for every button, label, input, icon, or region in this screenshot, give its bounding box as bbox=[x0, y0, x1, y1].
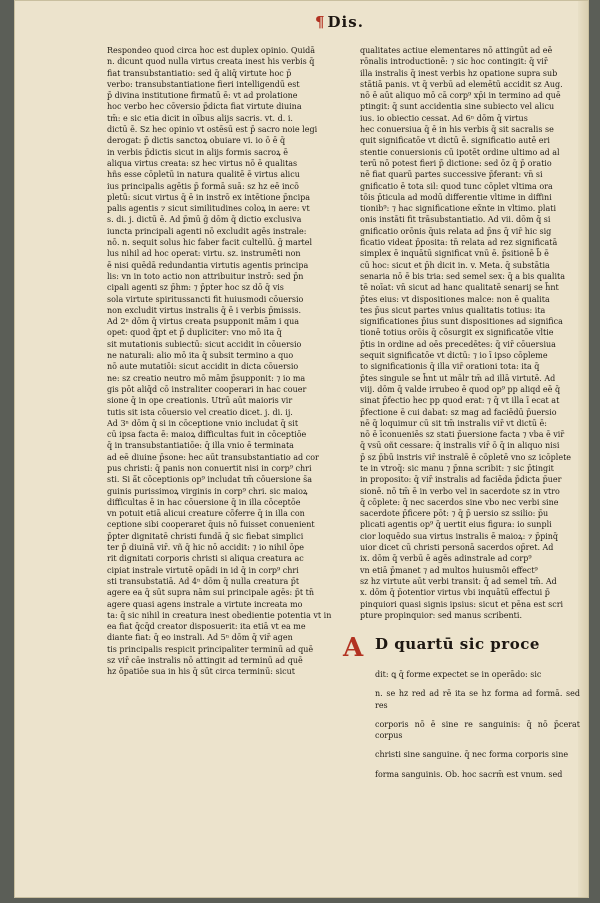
right-column-line: p̄fectione ē cui dabat: sz mag ad faciēdū p̄uersio bbox=[360, 407, 557, 417]
section-heading: D quartū sic proce bbox=[375, 635, 540, 653]
right-column-line: pinquiori quasi signis ipsius: sicut et pēna est scri bbox=[360, 599, 564, 609]
right-column-line: tes p̄us sicut partes vnius qualitatis totius: ita bbox=[360, 305, 546, 315]
left-column-line: verbo: transubstantiatione fieri intelligendū est bbox=[107, 79, 300, 89]
left-column-line: derogat: p̄ dictis sanctoꝝ obuiare vi. io ō ē q̄ bbox=[107, 136, 286, 146]
right-column-line: ius. io obiectio cessat. Ad 6ⁿ dōm q̄ virtus bbox=[360, 113, 528, 123]
left-column-line: lis: vn in toto actio non attribuitur instrō: sed p̄n bbox=[107, 271, 304, 281]
right-column-line: cior loquēdo sua virtus instralis ē maioꝝ: ⁊ p̄pinq̄ bbox=[360, 531, 559, 541]
left-column-line: ad eē diuine p̄sone: hec aūt transubstantiatio ad cor bbox=[107, 452, 319, 462]
right-column-line: rōnalis introductionē: ⁊ sic hoc contingit: q̄ vir̄ bbox=[360, 57, 548, 67]
left-column-line: hz ōpatiōe sua in his q̄ sūt circa terminū: sicut bbox=[107, 667, 295, 677]
right-column-line: sz hz virtute aūt verbi transit: q̄ ad semel tm̄. Ad bbox=[360, 576, 557, 586]
left-column-line: palis agentis ⁊ sicut similitudines coloꝝ in aere: vt bbox=[107, 204, 310, 214]
illuminated-initial: A bbox=[343, 633, 364, 663]
right-column-line: q̄ cōplete: q̄ nec sacerdos sine vbo nec verbi sine bbox=[360, 497, 559, 507]
page-header bbox=[315, 13, 364, 31]
left-column-line: nō aute mutatiōi: sicut accidit in dicta cōuersio bbox=[107, 362, 299, 372]
right-column-line: nō ē aūt aliquo mō cā corp⁹ xp̄i in termino ad quē bbox=[360, 91, 561, 101]
right-column-line: sinat p̄fectio hec pp quod erat: ⁊ q̄ vt illa ī ecat at bbox=[360, 396, 560, 406]
right-column-line: p̄ sz p̄bū instris vir̄ instralē ē cōpletē vno sz icōplete bbox=[360, 452, 572, 462]
right-column-line: illa instralis q̄ inest verbis hz opatione supra sub bbox=[360, 68, 558, 78]
right-column-line: ptingit: q̄ sunt accidentia sine subiecto vel alicu bbox=[360, 102, 555, 112]
left-column-line: in verbis p̄dictis sicut in alijs formis sacroꝝ ē bbox=[107, 147, 288, 157]
right-column-line: quit significatōe vt dictū ē. significatio autē eri bbox=[360, 136, 550, 146]
left-column-line: cipiat instrale virtutē opādi in id q̄ in corp⁹ chri bbox=[107, 565, 299, 575]
left-column-line: sti transubstatiā. Ad 4ⁿ dōm q̄ nulla creatura p̄t bbox=[107, 576, 300, 586]
right-column-line: in proposito: q̄ vir̄ instralis ad faciēda p̄dicta p̄uer bbox=[360, 475, 562, 485]
left-column-line: s. di. j. dictū ē. Ad p̄mū ḡ dōm q̄ dictio exclusiva bbox=[107, 215, 302, 225]
left-column-line: agere quasi agens instrale a virtute increata mo bbox=[107, 599, 303, 609]
left-column-line: ē nisi quēdā redundantia virtutis agentis principa bbox=[107, 260, 309, 270]
left-column-line: dictū ē. Sz hec opinio vt ostēsū est p̄ sacro noie legi bbox=[107, 125, 318, 135]
right-column-line: ix. dōm q̄ verbū ē agēs adinstrale ad corp⁹ bbox=[360, 554, 532, 564]
left-column-line: ius principalis agētis p̄ formā suā: sz hz eē incō bbox=[107, 181, 299, 191]
paragraph-mark: ¶ bbox=[315, 13, 326, 31]
right-column-line: uior dicet cū christi personā sacerdos op̄ret. Ad bbox=[360, 543, 554, 553]
right-column-line: vn etiā p̄manet ⁊ ad multos huiusmōi effect⁹ bbox=[360, 565, 538, 575]
left-column-line: Ad 3ⁿ dōm q̄ si in cōceptione vnio includat q̄ sit bbox=[107, 418, 299, 428]
section-body-line: christi sine sanguine. q̄ nec forma corporis sine bbox=[375, 750, 569, 760]
right-column-line: plicati agentis op⁹ q̄ uertit eius figura: io sunpli bbox=[360, 520, 552, 530]
right-column-line: cū hoc: sicut et p̄h dicit in. v. Meta. q̄ substātia bbox=[360, 260, 550, 270]
right-column-line: stātiā panis. vt q̄ verbū ad elemētū accidit sz Aug. bbox=[360, 79, 563, 89]
left-column-line: sola virtute spiritussancti fit huiusmodi cōuersio bbox=[107, 294, 304, 304]
manuscript-page bbox=[14, 0, 589, 898]
right-column-line: x. dōm q̄ p̄otentior virtus vbi inquātū effectui p̄ bbox=[360, 588, 550, 598]
left-column-line: sti. Si ā̄t cōceptionis op⁹ includat tm̄ cōuersione s̄a bbox=[107, 475, 313, 485]
left-column-line: guinis purissimoꝝ virginis in corp⁹ chri. sic maioꝝ bbox=[107, 486, 308, 496]
left-column-line: hoc verbo hec cōversio p̄dicta fiat virtute diuina bbox=[107, 102, 302, 112]
left-column-line: q̄ in transubstantiatiōe: q̄ illa vnio ē terminata bbox=[107, 441, 294, 451]
left-column-line: agere ea q̄ sūt supra nām sui principale agēs: p̄t tn̄ bbox=[107, 588, 315, 598]
right-column-line: terū nō potest fieri p̄ dictione: sed ōz q̄ p̄ oratio bbox=[360, 158, 552, 168]
right-column-line: p̄tis in ordine ad oēs precedētes: q̄ vir̄ cōuersiua bbox=[360, 339, 556, 349]
left-column-line: pus christi: q̄ panis non conuertit nisi in corp⁹ chri bbox=[107, 463, 312, 473]
left-column-line: non excludit virtus instralis q̄ ē i verbis p̄missis. bbox=[107, 305, 301, 315]
left-column-line: sit mutationis subiectū: sicut accidit in cōuersio bbox=[107, 339, 302, 349]
header-title: Dis. bbox=[327, 13, 364, 31]
left-column-line: hñs esse cōpletū in natura qualitē ē virtus alicu bbox=[107, 170, 300, 180]
right-column-line: p̄tes singule se h̄nt ut mālr tm̄ ad illā virtutē. Ad bbox=[360, 373, 556, 383]
left-column-line: p̄pter dignitatē christi fundā q̄ sic fiebat simplici bbox=[107, 531, 304, 541]
section-body-line: dit: ꝗ q̄ forme expectet se in operādo: sic bbox=[375, 670, 542, 679]
right-column-line: sionē. nō tm̄ ē in verbo vel in sacerdote sz in vtro bbox=[360, 486, 560, 496]
left-column-line: vn potuit etiā alicui creature cōferre q̄ in illa con bbox=[107, 509, 305, 519]
left-column-line: difficultas ē in hac cōuersione q̄ in illa cōceptōe bbox=[107, 497, 301, 507]
right-column-line: to significationis q̄ illa vir̄ orationi tota: ita q̄ bbox=[360, 362, 540, 372]
right-column-line: qualitates actiue elementares nō attingūt ad eē bbox=[360, 46, 553, 55]
right-column-line: nō ē īconueniēs sz stati p̄uersione facta ⁊ vba ē vir̄ bbox=[360, 430, 565, 440]
right-column-line: sequit significatōe vt dictū: ⁊ io ī ipso cōpleme bbox=[360, 351, 548, 361]
left-column-line: diante fiat: q̄ eo instrali. Ad 5ⁿ dōm q̄ vir̄ agen bbox=[107, 633, 293, 643]
left-column-line: Respondeo quod circa hoc est duplex opinio. Quidā bbox=[107, 46, 316, 55]
left-column-line: tis principalis respicit principaliter terminū ad quē bbox=[107, 644, 314, 654]
left-column-line: opet: quod q̄pt et p̄ dupliciter: vno mō ita q̄ bbox=[107, 328, 282, 338]
right-column-line: tionib⁹: ⁊ hac significatione ex̄nte in vltimo. plati bbox=[360, 204, 556, 214]
left-column-line: cū ipsa facta ē: maioꝝ difficultas fuit in cōceptiōe bbox=[107, 430, 307, 440]
right-column-line: nē q̄ loquimur cū sit tm̄ instralis vir̄ vt dictū ē: bbox=[360, 418, 547, 428]
left-column-line: gis pōt aliq̄d cō instraliter cooperari in hac couer bbox=[107, 384, 307, 394]
left-column-line: pletū: sicut virtus q̄ ē in instrō ex intētione p̄ncipa bbox=[107, 192, 311, 202]
right-column-line: viij. dōm q̄ valde irrubeo ē quod op⁹ pp aliqd eē q̄ bbox=[360, 384, 561, 394]
left-column-line: sz vir̄ cāe instralis nō attingit ad terminū ad quē bbox=[107, 656, 303, 666]
left-column-line: n. dicunt quod nulla virtus creata inest his verbis q̄ bbox=[107, 57, 315, 67]
right-column-line: gnificatio orōnis q̄uis relata ad p̄ns q̄ vir̄ hic sig bbox=[360, 226, 552, 236]
left-column-line: ceptione sibi cooperaret q̄uis nō fuisset conuenient bbox=[107, 520, 315, 530]
right-column-line: tionē totius orōis q̄ cōsurgit ex significatōe vltie bbox=[360, 328, 554, 338]
right-column-line: simplex ē inquātū significat vnū ē. p̄sitionē b̄ ē bbox=[360, 249, 549, 259]
left-column-line: ea fiat q̄cq̄d creator disposuerit: ita etiā vt ea me bbox=[107, 622, 306, 632]
left-column-line: cipali agenti sz p̄hm: ⁊ p̄pter hoc sz dō q̄ vis bbox=[107, 283, 284, 293]
left-column-line: ne naturali: alio mō ita q̄ subsit termino a quo bbox=[107, 351, 294, 361]
right-column-line: tōis p̄ticula ad modū differentie vltime in diffini bbox=[360, 192, 552, 202]
right-column-line: p̄tes eius: vt dispositiones malce: non ē qualita bbox=[360, 294, 550, 304]
left-column-line: lus nihil ad hoc operat: virtu. sz. instrumēti non bbox=[107, 249, 301, 259]
left-column-line: tm̄: e sic etia dicit in oībus alijs sacris. vt. d. i. bbox=[107, 113, 293, 123]
left-column-line: sione q̄ in ope creationis. Utrū aūt maioris vir bbox=[107, 396, 293, 406]
right-column-line: onis instāti fit trāsubstantiatio. Ad vii. dōm q̄ si bbox=[360, 215, 551, 225]
section-body-line: corporis nō ē sine re sanguinis: q̄ nō p̄cerat corpus bbox=[375, 719, 580, 741]
right-column-line: tē noīat: vn̄ sicut ad hanc qualitatē senarij se h̄nt bbox=[360, 283, 559, 293]
right-column-line: sacerdote p̄ficere pōt: ⁊ q̄ p̄ uersio sz ssilio: p̄u bbox=[360, 509, 549, 519]
left-column-line: Ad 2ⁿ dōm q̄ virtus creata psupponit mām i qua bbox=[107, 317, 300, 327]
right-column-line: significationes p̄ius sunt dispositiones ad significa bbox=[360, 317, 563, 327]
left-column-line: rit dignitati corporis christi si aliqua creatura ac bbox=[107, 554, 304, 564]
right-column-line: q̄ vsū oñt cessare: q̄ instralis vir̄ ō q̄ in aliquo nisi bbox=[360, 441, 560, 451]
right-column-line: nē fiat quarū partes successive p̄ferant: vn̄ si bbox=[360, 170, 543, 180]
right-column-line: senaria nō ē bis tria: sed semel sex: q̄ a bis qualita bbox=[360, 271, 565, 281]
left-column-line: iuncta principali agenti nō excludit agēs instrale: bbox=[107, 226, 307, 236]
left-column-line: ta: q̄ sic nihil in creatura inest obedientie potentia vt in bbox=[107, 610, 332, 620]
right-column-line: te in vtroq̄: sic manu ⁊ p̄nna scribit: ⁊ sic p̄tingit bbox=[360, 463, 554, 473]
left-column-line: fiat transubstantiatio: sed q̄ aliq̄ virtute hoc p̄ bbox=[107, 68, 292, 78]
section-body-line: n. se hz red ad rē ita se hz forma ad formā. sed res bbox=[375, 689, 580, 710]
right-column-line: pture propinquior: sed manus scribenti. bbox=[360, 610, 522, 620]
left-column-line: tutis sit ista cōuersio vel creatio dicet. j. di. ij. bbox=[107, 407, 293, 417]
right-column-line: hec conuersiua q̄ ē in his verbis q̄ sit sacralis se bbox=[360, 125, 554, 135]
right-column bbox=[360, 45, 578, 621]
left-column-line: p̄ divina institutione firmatū ē: vt ad prolatione bbox=[107, 91, 298, 101]
left-column-line: nō. n. sequit solus hic faber facit cultellū. ḡ martel bbox=[107, 238, 313, 248]
right-column-line: gnificatio ē tota sil: quod tunc cōplet vltima ora bbox=[360, 181, 553, 191]
left-column-line: aliqua virtus creata: sz hec virtus nō ē qualitas bbox=[107, 158, 298, 168]
left-column-line: ne: sz creatio neutro mō mām p̄supponit: ⁊ io ma bbox=[107, 373, 306, 383]
right-column-line: stentie conuersionis cū ipotēt ordine ultimo ad al bbox=[360, 147, 560, 157]
section-body-line: forma sanguinis. Ob. hoc sacrm̄ est vnum. sed bbox=[375, 769, 563, 779]
left-column-line: ter p̄ diuinā vir̄. vñ q̄ hic nō accidit: ⁊ io nihil ōpe bbox=[107, 543, 305, 553]
section-body bbox=[375, 661, 580, 788]
right-column-line: ficatio videat p̄posita: tn̄ relata ad rez significatā bbox=[360, 238, 558, 248]
left-column bbox=[107, 45, 353, 678]
